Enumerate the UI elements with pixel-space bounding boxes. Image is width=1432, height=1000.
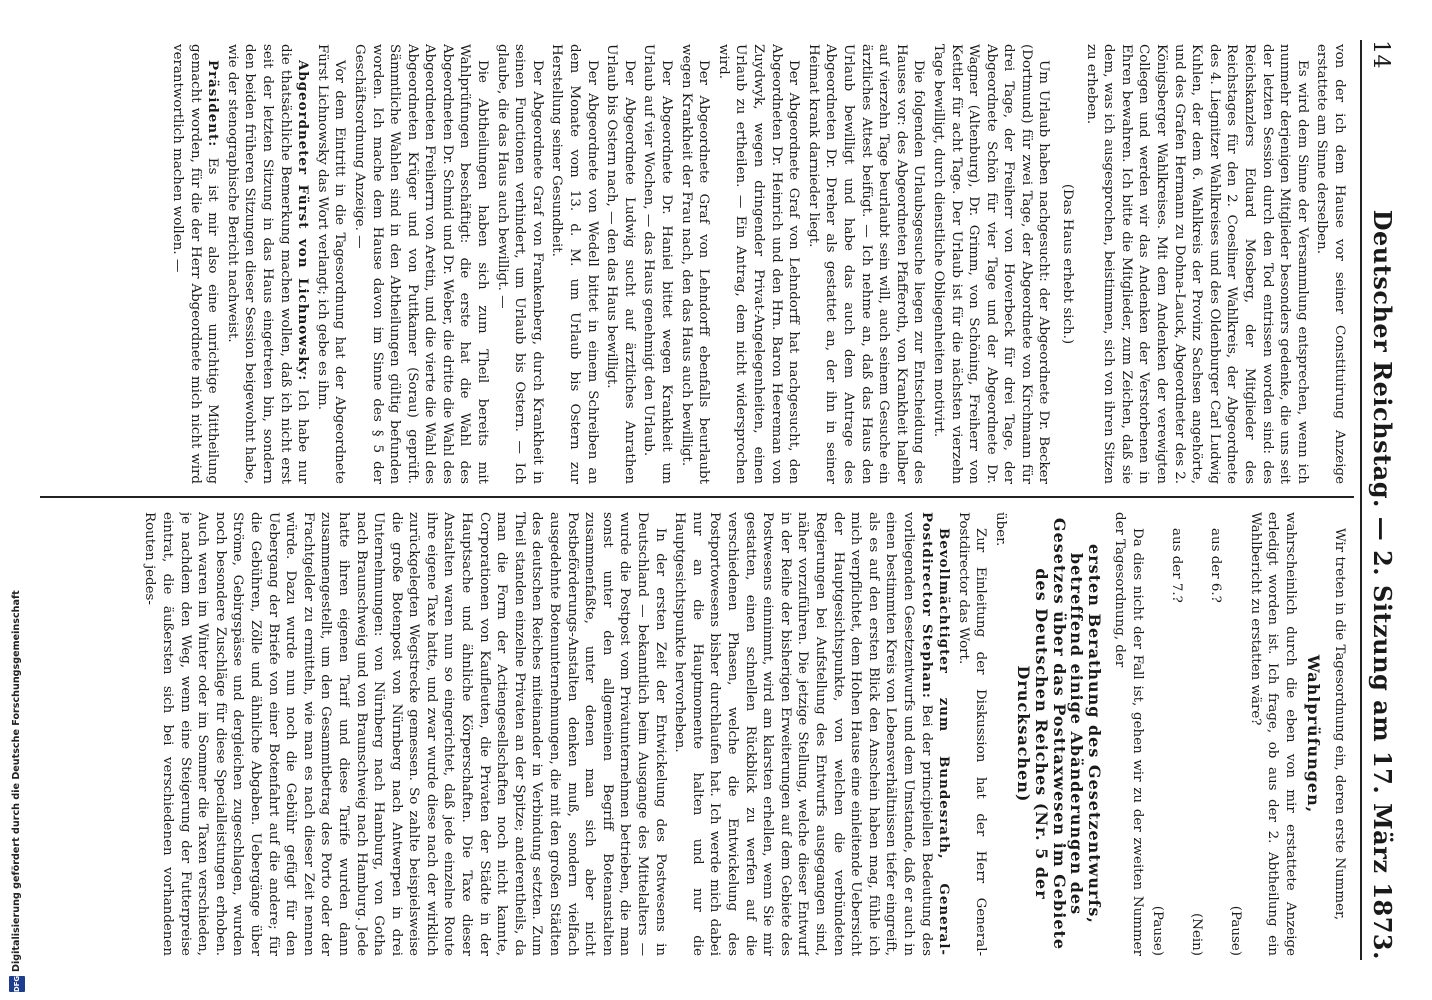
- speaker-name: Bevollmächtigter zum Bundesrath, General-Postdirector Stephan:: [918, 512, 953, 956]
- paragraph: aus der 6.?: [1208, 528, 1224, 603]
- paragraph: Der Abgeordnete Dr. Haniel bittet wegen Krankheit um Urlaub auf vier Wochen, — das Haus genehmigt den Urlaub.: [641, 44, 675, 484]
- dfg-logo-text: DFG: [13, 975, 22, 993]
- digitization-credit: [8, 590, 26, 993]
- speech-text: Ich habe nur die thatsächliche Bemerkung machen wollen, daß ich nicht erst seit der letzten Sitzung in das Haus eingetreten bin, sondern den beiden früheren Sitzungen dieser Session beigewohnt habe, wie der stenographische Bericht nachweist.: [224, 44, 311, 484]
- paragraph: Der Abgeordnete von Wedell bittet in einem Schreiben an dem Monate vom 13. d. M. um Urlaub bis Ostern zur Herstellung seiner Gesundheit.: [549, 44, 600, 484]
- speech-text: Bei der principiellen Bedeutung des vorliegenden Gesetzentwurfs und dem Umstande, daß er auch in einen bestimmten Kreis von Lebensverhältnissen tiefer eingreift, als es auf den ersten Blick den Anschein haben mag, fühle ich mich verpflichtet, dem Hohen Hause eine einleitende Uebersicht der Hauptgesichtspunkte, von welchen die verbündeten Regierungen bei Aufstellung des Entwurfs ausgegangen sind, näher vorzuführen. Die jetzige Stellung, welche dieser Entwurf in der Reihe der bisherigen Erweiterungen auf dem Gebiete des Postwesens einnimmt, wird am klarsten erhellen, wenn Sie mir gestatten, einen schnellen Rückblick zu werfen auf die verschiedenen Phasen, welche die Entwickelung des Postportowesens bisher durchlaufen hat. Ich werde mich dabei nur an die Hauptmomente halten und nur die Hauptgesichtspunkte hervorheben.: [672, 512, 934, 956]
- stage-direction: (Das Haus erhebt sich.): [1060, 183, 1076, 345]
- paragraph: Vor dem Eintritt in die Tagesordnung hat der Abgeordnete Fürst Lichnowsky das Wort verlangt; ich gebe es ihm.: [314, 44, 348, 484]
- paragraph: über.: [992, 512, 1008, 547]
- speech-paragraph: [223, 44, 311, 484]
- paragraph: Um Urlaub haben nachgesucht: der Abgeordnete Dr. Becker (Dortmund) für zwei Tage, der Abgeordnete von Kirchmann für drei Tage, der Freiherr von Hoverbeck für drei Tage, der Abgeordnete Schön für vier Tage und der Abgeordnete Dr. Wagner (Altenburg), Dr. Grimm, von Schöning, Freiherr von Kettler für acht Tage. Der Urlaub ist für die nächsten vierzehn Tage bewilligt, durch dienstliche Obliegenheiten motivirt.: [930, 44, 1052, 484]
- page-number: 14: [1368, 40, 1393, 69]
- left-column: [40, 44, 1348, 484]
- paragraph: von der ich dem Hause vor seiner Constituirung Anzeige erstattete am Sinne derselben.: [1314, 44, 1347, 484]
- speaker-name: Präsident:: [205, 60, 222, 148]
- paragraph: Die Abtheilungen haben sich zum Theil bereits mit Wahlprüfungen beschäftigt: die erste hat die Wahl des Abgeordneten Dr. Schmid und Dr. Weber, die dritte die Wahl des Abgeordneten Freiherrn von Aretin, und die vierte die Wahl des Abgeordneten Krüger und von Puttkamer (Sorau) geprüft. Sämmtliche Wahlen sind in den Abtheilungen gültig befunden worden. Ich mache dem Hause davon im Sinne des § 5 der Geschäftsordnung Anzeige. —: [351, 44, 491, 484]
- page-header: [1368, 40, 1408, 960]
- column-divider: [40, 496, 1354, 498]
- speech-paragraph: [671, 512, 953, 956]
- speech-text: Es ist mir also eine unrichtige Mittheilung gemacht worden, für die der Herr Abgeordnete mich nicht wird verantwortlich machen wollen. —: [170, 44, 221, 484]
- paragraph: Es wird dem Sinne der Versammlung entsprechen, wenn ich nunmehr derjenigen Mitglieder besonders gedenke, die uns seit der letzten Session durch den Tod entrissen worden sind: des Reichskanzlers Eduard Mosberg, der Mitglieder des Reichstages für den 2. Coesliner Wahlkreis, der Abgeordnete des 4. Liegnitzer Wahlkreises und des Oldenburger Carl Ludwig Kuhlen, der dem 6. Wahlkreis der Provinz Sachsen angehörte, und des Grafen Hermann zu Dohna-Lauck, Abgeordneter des 2. Königsberger Wahlkreises. Mit dem Andenken der verewigten Collegen und werden wir das Andenken der Verstorbenen in Ehren bewahren. Ich bitte die Mitglieder, zum Zeichen, daß sie dem, was ich ausgesprochen, beistimmen, sich von ihren Sitzen zu erheben.: [1083, 44, 1310, 484]
- stage-direction: (Nein): [1188, 913, 1204, 956]
- dfg-logo: [9, 976, 25, 992]
- speaker-name: Abgeordneter Fürst von Lichnowsky:: [295, 60, 312, 382]
- paragraph: Der Abgeordnete Ludwig sucht auf ärztliches Anrathen Urlaub bis Ostern nach, — den das Haus bewilligt.: [604, 44, 637, 484]
- right-column: [40, 512, 1348, 956]
- paragraph: wahrscheinlich durch die eben von mir erstattete Anzeige erledigt worden ist. Ich frage, ob aus der 2. Abtheilung ein Wahlbericht zu erstatten wäre?: [1247, 512, 1298, 956]
- paragraph: Die folgenden Urlaubsgesuche liegen zur Entscheidung des Hauses vor: des Abgeordneten Pfafferoth, von Krankheit halber auf vierzehn Tage beurlaubt sein will, auch seinem Gesuche ein ärztliches Attest beifügt. — Ich nehme an, daß das Haus den Urlaub bewilligt und habe das auch dem Antrage des Abgeordneten Dr. Dreher als gestattet an, der ihn in seiner Heimat krank darnieder liegt.: [805, 44, 927, 484]
- paragraph: Der Abgeordnete Graf von Frankenberg, durch Krankheit in seinen Functionen verhindert, um Urlaub bis Ostern. — Ich glaube, die das Haus auch bewilligt. —: [494, 44, 545, 484]
- running-title: Deutscher Reichstag. — 2. Sitzung am 17. März 1873.: [1368, 209, 1397, 960]
- section-heading: Wahlprüfungen,: [1304, 654, 1324, 814]
- paragraph: Der Abgeordnete Graf von Lehndorff hat nachgesucht, den Abgeordneten Dr. Heinrich und den Hrn. Baron Heereman von Zuydwyk, wegen dringender Privat-Angelegenheiten, einen Urlaub zu ertheilen. — Ein Antrag, dem nicht widersprochen wird.: [715, 44, 802, 484]
- section-heading: ersten Berathung des Gesetzentwurfs, betreffend einige Abänderungen des Gesetzes über das Posttaxwesen im Gebiete des Deutschen Reiches (Nr. 5 der Drucksachen): [1014, 517, 1104, 951]
- paragraph: In der ersten Zeit der Entwickelung des Postwesens in Deutschland — bekanntlich beim Ausgange des Mittelalters — wurde die Postpost vom Privatunternehmen betrieben, die man sonst unter den allgemeinen Begriff Botenanstalten zusammenfaßte, unter denen man sich aber nicht Postbeförderungs-Anstalten denken muß, sondern vielfach ausgedehnte Botenunternehmungen, die mit den großen Städten des deutschen Reiches miteinander in Verbindung setzten. Zum Theil standen einzelne Privaten an der Spitze; anderentheils, da man die Form der Actiengesellschaften noch nicht kannte, Corporationen von Kaufleuten, die Privaten der Städte in der Hauptsache und ähnliche Körperschaften. Die Taxe dieser Anstalten waren nun so eingerichtet, daß jede einzelne Route ihre eigene Taxe hatte, und zwar wurde diese nach der wirklich zurückgelegten Wegstrecke gemessen. So zahlte beispielsweise die große Botenpost von Nürnberg nach Antwerpen in drei Unternehmungen: von Nürnberg nach Hamburg, von Gotha nach Braunschweig und von Braunschweig nach Hamburg. Jede hatte ihren eigenen Tarif und diese Tarife wurden dann zusammengestellt, um den Gesammtbetrag des Porto oder der Frachtgelder zu ermitteln, wie man es nach dieser Zeit nennen würde. Dazu wurde nun noch die Gebühr gefügt für den Uebergang der Briefe von einer Botenfahrt auf die andere; für die Gebühren, Zölle und ähnliche Abgaben. Uebergänge über Ströme, Gebirgspässe und dergleichen zugeschlagen, wurden noch besondere Zuschläge für diese Specialleistungen erhoben. Auch waren im Winter oder im Sommer die Taxen verschieden, je nachdem den Weg, wenn eine Steigerung der Futterpreise eintrat, die äußersten sich bei verschiedenen vorhandenen Routen jedes-: [142, 512, 668, 956]
- paragraph: Da dies nicht der Fall ist, gehen wir zu der zweiten Nummer der Tagesordnung, der: [1112, 512, 1146, 956]
- paragraph: Der Abgeordnete Graf von Lehndorff ebenfalls beurlaubt wegen Krankheit der Frau nach, den das Haus auch bewilligt.: [678, 44, 712, 484]
- speech-paragraph: [168, 44, 221, 484]
- stage-direction: (Pause): [1228, 905, 1244, 956]
- stage-direction: (Pause): [1149, 905, 1165, 956]
- paragraph: Wir treten in die Tagesordnung ein, deren erste Nummer,: [1332, 528, 1347, 921]
- paragraph: Zur Einleitung der Diskussion hat der Herr General-Postdirector das Wort.: [955, 512, 989, 956]
- funding-note: Digitalisierung gefördert durch die Deutsche Forschungsgemeinschaft: [11, 590, 22, 972]
- header-rule: [1360, 40, 1362, 960]
- paragraph: aus der 7.?: [1169, 528, 1185, 603]
